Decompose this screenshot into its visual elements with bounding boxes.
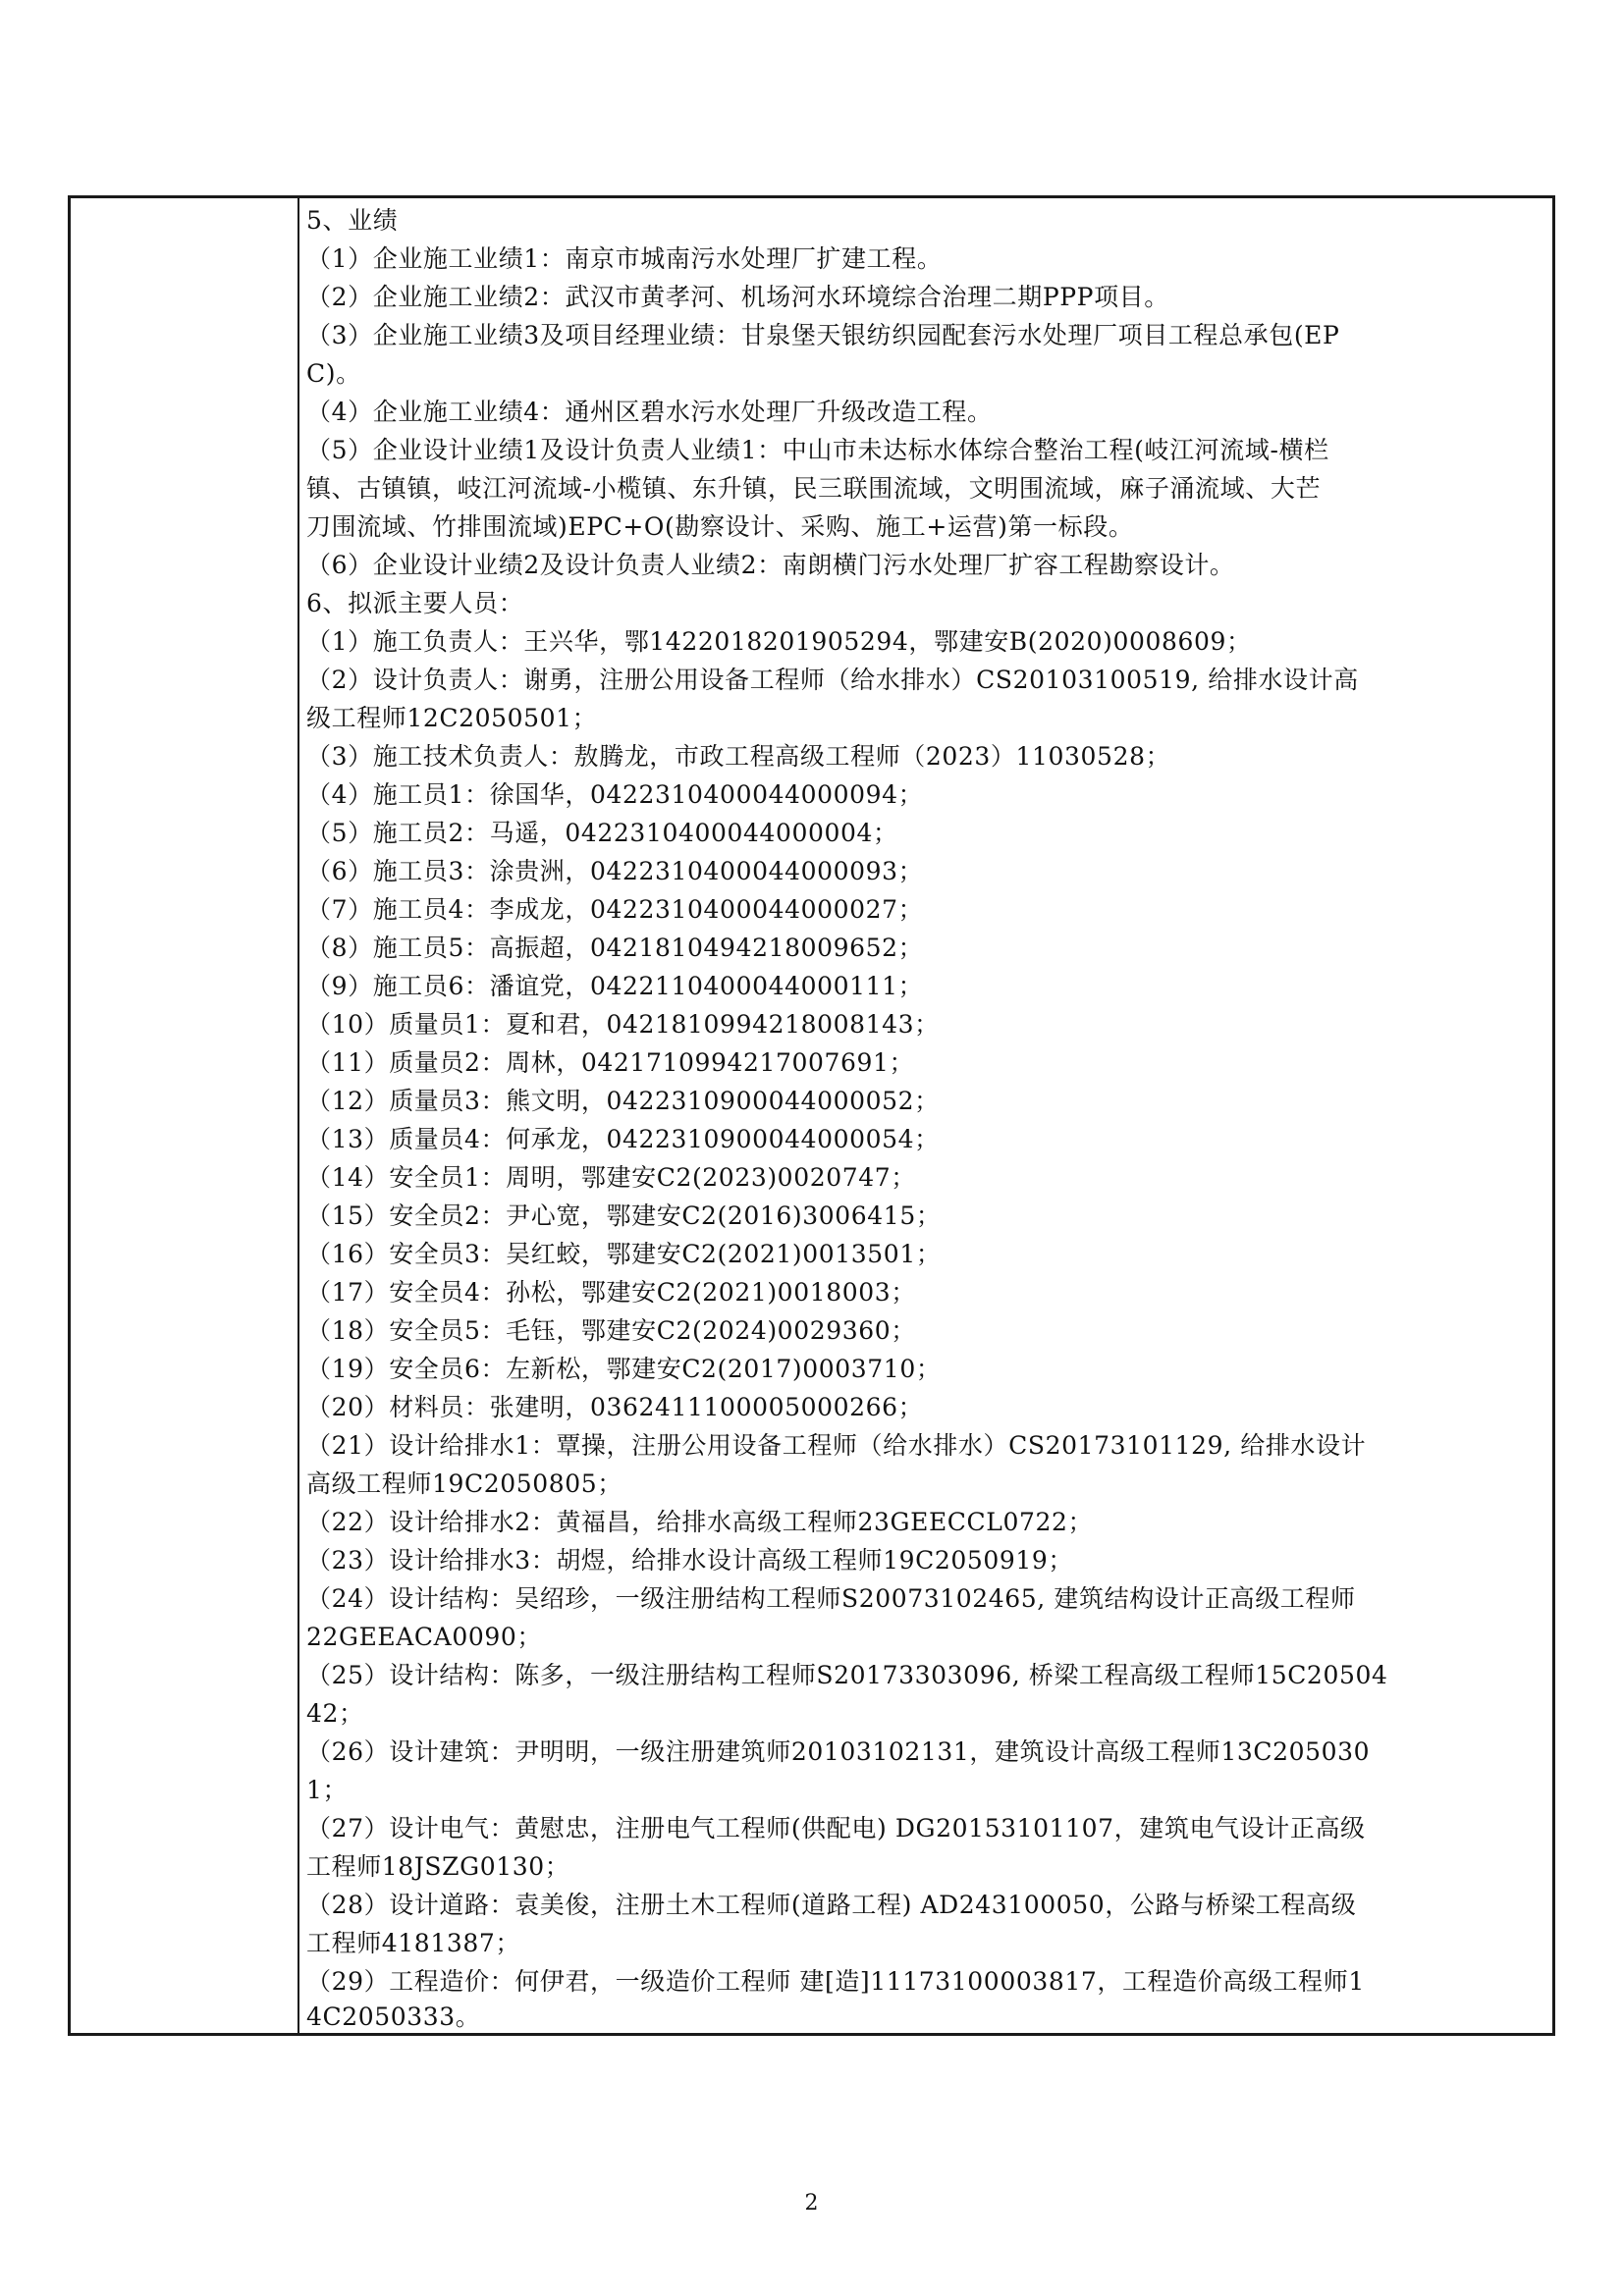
- text-line: （22）设计给排水2：黄福昌，给排水高级工程师23GEECCL0722；: [306, 1508, 1094, 1536]
- text-line: （25）设计结构：陈多，一级注册结构工程师S20173303096, 桥梁工程高级工程师15C20504: [306, 1661, 1388, 1689]
- text-line: 42；: [306, 1699, 364, 1728]
- text-line: （23）设计给排水3：胡煜，给排水设计高级工程师19C2050919；: [306, 1546, 1073, 1575]
- text-line: （2）企业施工业绩2：武汉市黄孝河、机场河水环境综合治理二期PPP项目。: [306, 283, 1169, 311]
- text-line: 1；: [306, 1776, 349, 1804]
- text-line: （9）施工员6：潘谊党，0422110400044000111；: [306, 972, 924, 1000]
- text-line: （13）质量员4：何承龙，0422310900044000054；: [306, 1125, 940, 1153]
- text-line: （8）施工员5：高振超，0421810494218009652；: [306, 934, 924, 962]
- text-line: （10）质量员1：夏和君，0421810994218008143；: [306, 1010, 940, 1039]
- text-line: （27）设计电气：黄慰忠，注册电气工程师(供配电) DG20153101107，建筑电气设计正高级: [306, 1814, 1366, 1842]
- text-line: （4）施工员1：徐国华，0422310400044000094；: [306, 780, 924, 809]
- text-line: 22GEEACA0090；: [306, 1623, 542, 1651]
- text-line: （21）设计给排水1：覃操，注册公用设备工程师（给水排水）CS20173101129, 给排水设计: [306, 1431, 1367, 1460]
- text-line: 镇、古镇镇，岐江河流域-小榄镇、东升镇，民三联围流域，文明围流域，麻子涌流域、大芒: [306, 474, 1322, 503]
- text-line: （1）企业施工业绩1：南京市城南污水处理厂扩建工程。: [306, 244, 943, 273]
- text-line: （20）材料员：张建明，0362411100005000266；: [306, 1393, 924, 1421]
- text-line: （7）施工员4：李成龙，0422310400044000027；: [306, 895, 924, 924]
- page-number: 2: [804, 2191, 819, 2216]
- text-line: （17）安全员4：孙松，鄂建安C2(2021)0018003；: [306, 1278, 916, 1307]
- text-line: （6）企业设计业绩2及设计负责人业绩2：南朗横门污水处理厂扩容工程勘察设计。: [306, 551, 1235, 579]
- text-line: 5、业绩: [306, 206, 399, 235]
- text-line: （2）设计负责人：谢勇，注册公用设备工程师（给水排水）CS20103100519, 给排水设计高: [306, 666, 1359, 694]
- text-line: 级工程师12C2050501；: [306, 704, 598, 732]
- text-line: （11）质量员2：周林，0421710994217007691；: [306, 1048, 915, 1077]
- text-line: （3）施工技术负责人：敖腾龙，市政工程高级工程师（2023）11030528；: [306, 742, 1171, 771]
- text-line: （24）设计结构：吴绍珍，一级注册结构工程师S20073102465, 建筑结构设计正高级工程师: [306, 1584, 1356, 1613]
- text-line: 高级工程师19C2050805；: [306, 1469, 622, 1498]
- text-line: （16）安全员3：吴红蛟，鄂建安C2(2021)0013501；: [306, 1240, 942, 1268]
- text-line: 6、拟派主要人员：: [306, 589, 524, 617]
- text-line: 刀围流域、竹排围流域)EPC+O(勘察设计、采购、施工+运营)第一标段。: [306, 512, 1134, 541]
- table-content-cell: [306, 198, 1544, 2033]
- text-line: （5）企业设计业绩1及设计负责人业绩1：中山市未达标水体综合整治工程(岐江河流域-横栏: [306, 436, 1329, 464]
- text-line: （26）设计建筑：尹明明，一级注册建筑师20103102131，建筑设计高级工程师13C205030: [306, 1737, 1371, 1766]
- text-line: 工程师18JSZG0130；: [306, 1852, 570, 1881]
- text-line: （4）企业施工业绩4：通州区碧水污水处理厂升级改造工程。: [306, 398, 993, 426]
- text-line: （28）设计道路：袁美俊，注册土木工程师(道路工程) AD243100050，公路与桥梁工程高级: [306, 1891, 1357, 1919]
- text-line: （15）安全员2：尹心宽，鄂建安C2(2016)3006415；: [306, 1201, 942, 1230]
- text-line: （12）质量员3：熊文明，0422310900044000052；: [306, 1087, 940, 1115]
- text-line: （6）施工员3：涂贵洲，0422310400044000093；: [306, 857, 924, 885]
- table-left-column: [71, 198, 299, 2033]
- text-line: （29）工程造价：何伊君，一级造价工程师 建[造]11173100003817，工程造价高级工程师1: [306, 1967, 1365, 1996]
- text-line: C)。: [306, 359, 361, 388]
- document-table: [68, 195, 1555, 2036]
- text-line: 4C2050333。: [306, 2002, 481, 2031]
- text-line: （19）安全员6：左新松，鄂建安C2(2017)0003710；: [306, 1355, 942, 1383]
- text-line: （18）安全员5：毛钰，鄂建安C2(2024)0029360；: [306, 1316, 916, 1345]
- text-line: （5）施工员2：马遥，0422310400044000004；: [306, 819, 898, 847]
- text-line: （1）施工负责人：王兴华，鄂1422018201905294，鄂建安B(2020)0008609；: [306, 627, 1252, 656]
- text-line: 工程师4181387；: [306, 1929, 520, 1957]
- text-line: （3）企业施工业绩3及项目经理业绩：甘泉堡天银纺织园配套污水处理厂项目工程总承包(EP: [306, 321, 1340, 349]
- text-line: （14）安全员1：周明，鄂建安C2(2023)0020747；: [306, 1163, 916, 1192]
